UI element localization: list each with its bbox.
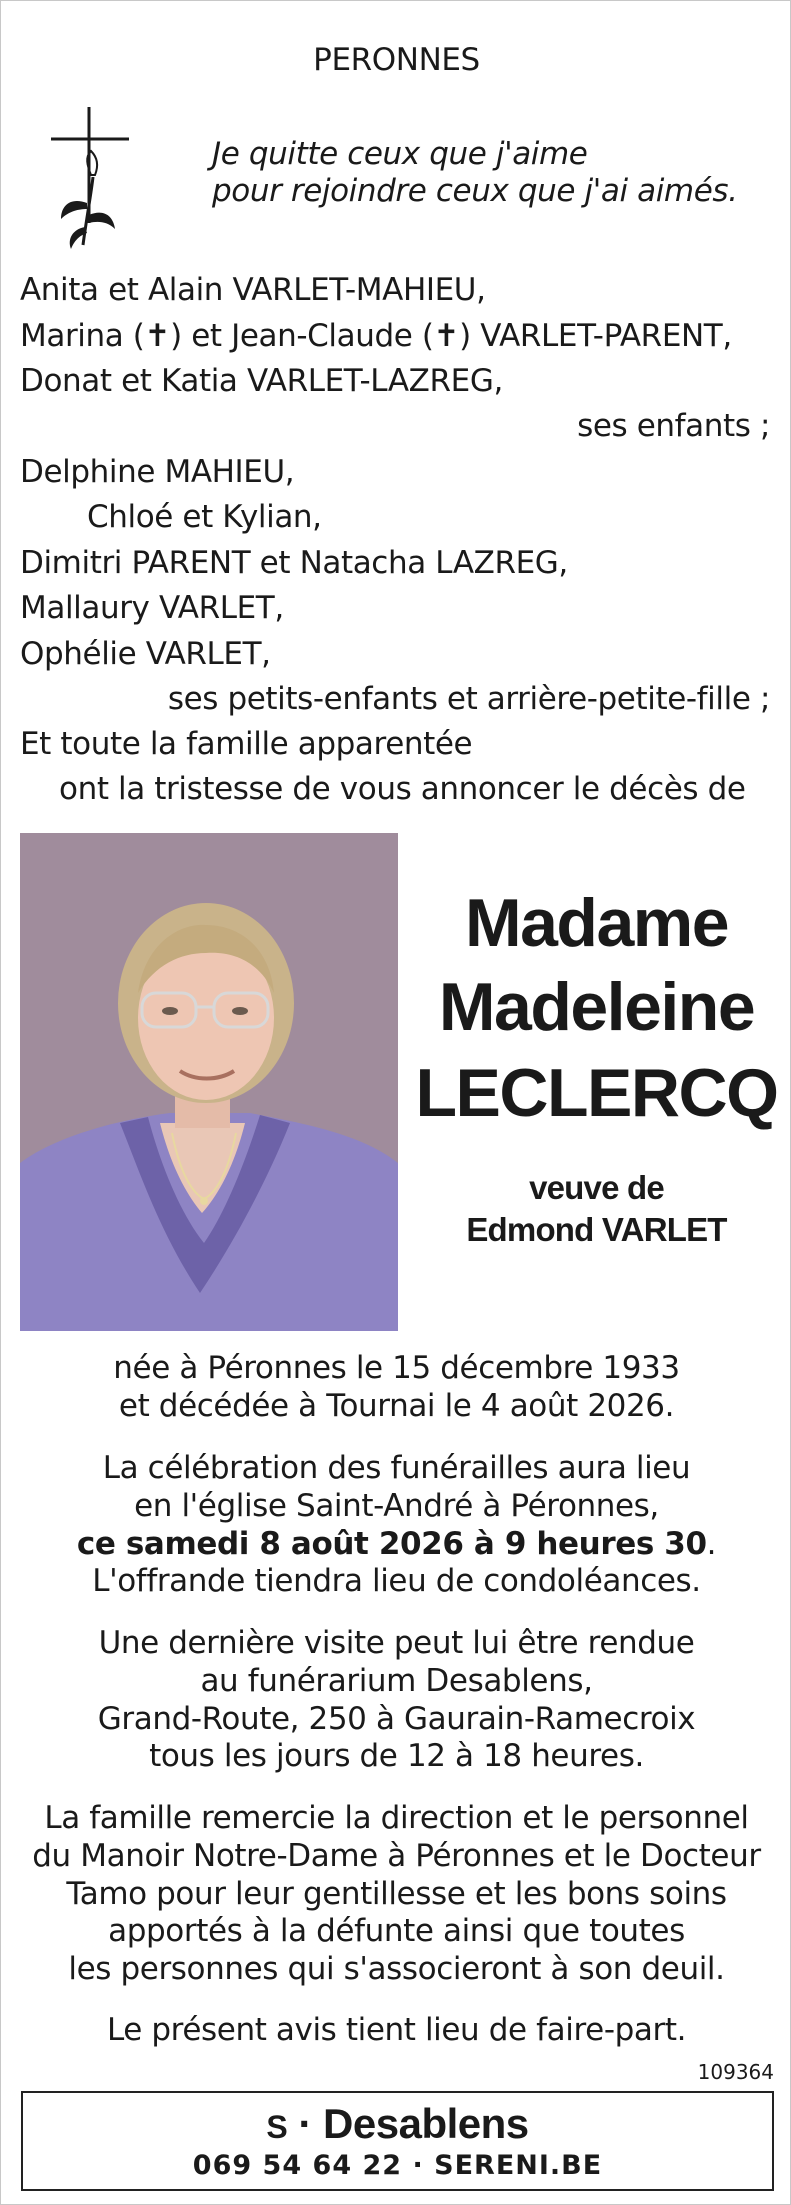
funeral-line-2: en l'église Saint-André à Péronnes, xyxy=(134,1488,659,1524)
visit-line-1: Une dernière visite peut lui être rendue xyxy=(98,1625,695,1661)
visit-line-4: tous les jours de 12 à 18 heures. xyxy=(149,1738,644,1774)
portrait-photo xyxy=(20,833,398,1331)
birth-line: née à Péronnes le 15 décembre 1933 xyxy=(113,1350,680,1386)
cross-with-rose-icon xyxy=(47,105,137,251)
reference-number: 109364 xyxy=(697,2060,774,2084)
grandchild-entry: Ophélie VARLET, xyxy=(20,636,271,672)
funeral-date-bold: ce samedi 8 août 2026 à 9 heures 30 xyxy=(76,1526,707,1562)
great-grandchild-entry: Chloé et Kylian, xyxy=(87,499,322,535)
grandchild-entry: Dimitri PARENT et Natacha LAZREG, xyxy=(20,545,568,581)
funeral-date-suffix: . xyxy=(706,1526,717,1562)
funeral-home-banner xyxy=(21,2091,774,2191)
child-entry: Donat et Katia VARLET-LAZREG, xyxy=(20,363,503,399)
deceased-title: Madame xyxy=(464,885,729,961)
contact-separator: · xyxy=(412,2150,424,2181)
logo-separator: · xyxy=(298,2100,312,2147)
website-link[interactable]: SERENI.BE xyxy=(434,2150,603,2181)
phone-number[interactable]: 069 54 64 22 xyxy=(192,2150,403,2181)
notice-line: Le présent avis tient lieu de faire-part. xyxy=(106,2012,687,2048)
thanks-line-2: du Manoir Notre-Dame à Péronnes et le Docteur xyxy=(32,1838,761,1874)
grandchildren-role: ses petits-enfants et arrière-petite-fille ; xyxy=(167,681,770,717)
quote-line-1: Je quitte ceux que j'aime xyxy=(212,136,588,172)
funeral-home-contact xyxy=(23,2149,772,2183)
thanks-line-1: La famille remercie la direction et le personnel xyxy=(44,1800,749,1836)
funeral-home-logo xyxy=(23,2101,772,2150)
child-entry: Anita et Alain VARLET-MAHIEU, xyxy=(20,272,486,308)
grandchild-entry: Delphine MAHIEU, xyxy=(20,454,295,490)
child-entry: Marina (✝) et Jean-Claude (✝) VARLET-PARENT, xyxy=(20,318,732,354)
children-role: ses enfants ; xyxy=(577,408,770,444)
spouse-name: Edmond VARLET xyxy=(466,1211,727,1248)
town-heading: PERONNES xyxy=(313,42,480,78)
offering-line: L'offrande tiendra lieu de condoléances. xyxy=(92,1563,701,1599)
logo-mark: S xyxy=(266,2109,288,2145)
funeral-line-1: La célébration des funérailles aura lieu xyxy=(102,1450,691,1486)
thanks-line-4: apportés à la défunte ainsi que toutes xyxy=(108,1913,685,1949)
visit-line-3: Grand-Route, 250 à Gaurain-Ramecroix xyxy=(97,1701,696,1737)
quote-line-2: pour rejoindre ceux que j'ai aimés. xyxy=(212,173,738,209)
death-line: et décédée à Tournai le 4 août 2026. xyxy=(118,1388,675,1424)
deceased-last-name: LECLERCQ xyxy=(415,1055,778,1131)
thanks-line-3: Tamo pour leur gentillesse et les bons soins xyxy=(66,1876,727,1912)
announcement-text: ont la tristesse de vous annoncer le décès de xyxy=(59,771,746,807)
deceased-first-name: Madeleine xyxy=(438,969,755,1045)
grandchild-entry: Mallaury VARLET, xyxy=(20,590,284,626)
visit-line-2: au funérarium Desablens, xyxy=(200,1663,593,1699)
thanks-line-5: les personnes qui s'associeront à son deuil. xyxy=(68,1951,725,1987)
widow-of-label: veuve de xyxy=(529,1169,664,1206)
funeral-home-name: Desablens xyxy=(323,2100,529,2147)
extended-family: Et toute la famille apparentée xyxy=(20,726,473,762)
